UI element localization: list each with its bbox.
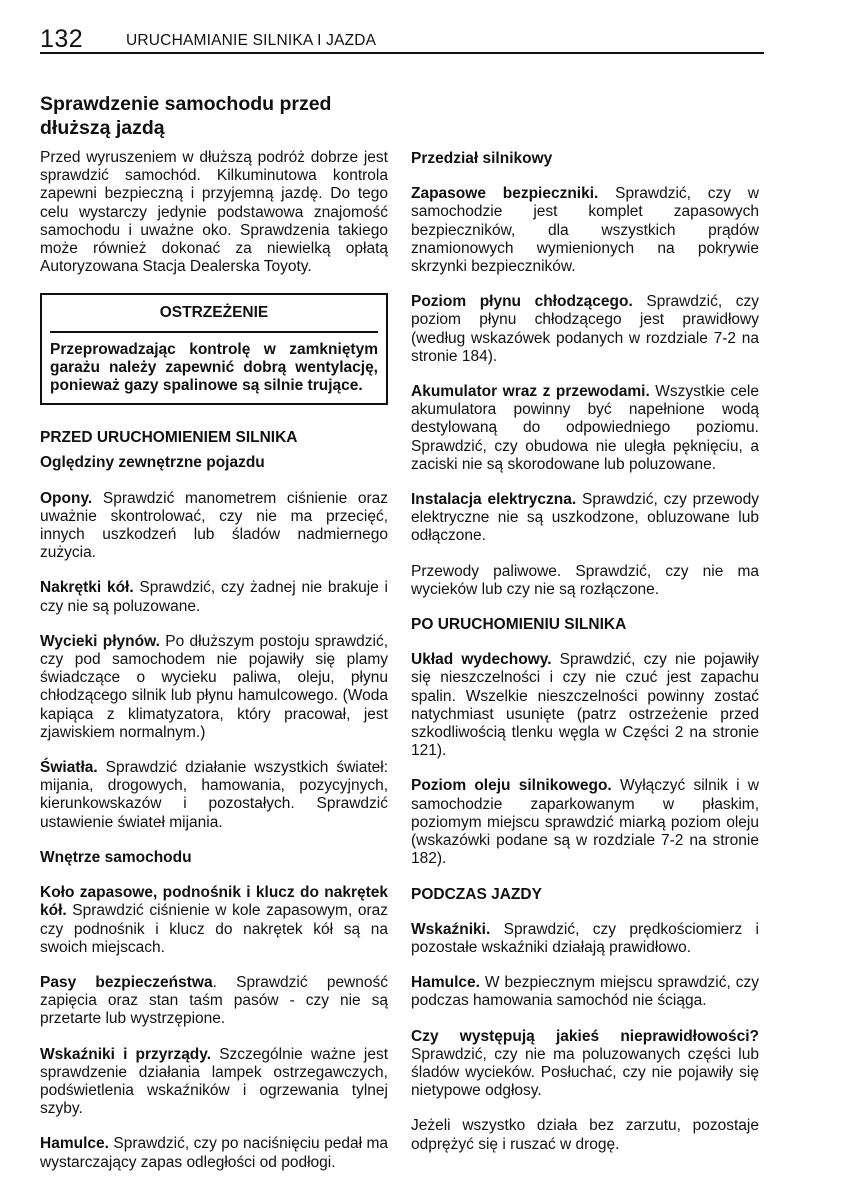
check-text: Sprawdzić działanie wszystkich świateł: mijania, drogowych, hamowania, pozycyjnych, kierunkowskazów i pozostałych. Sprawdzić ustawienie świateł mijania. [40, 759, 388, 831]
check-text: Sprawdzić, czy prędkościomierz i pozostałe wskaźniki działają prawidłowo. [411, 920, 759, 956]
check-text: Sprawdzić, czy po naciśnięciu pedał ma wystarczający zapas odległości od podłogi. [40, 1135, 388, 1171]
check-item-leaks [40, 633, 388, 742]
page-header [40, 26, 764, 54]
check-text: Sprawdzić, czy w samochodzie jest komplet zapasowych bezpieczników, dla wszystkich prądów znamionowych wymienionych na pokrywie skrzynki bezpieczników. [411, 185, 760, 276]
page-number: 132 [40, 25, 84, 53]
check-item-electrical [411, 491, 759, 546]
check-label: Koło zapasowe, podnośnik i klucz do nakrętek kół. [40, 884, 388, 920]
check-label: Układ wydechowy. [411, 651, 552, 669]
check-text: Sprawdzić, czy nie pojawiły się nieszczelności i czy nie czuć jest zapachu spalin. Wszelkie nieszczelności powinny zostać natychmiast usunięte (patrz ostrzeżenie przed szkodliwością tlenku węgla w Części 2 na stronie 121). [411, 651, 759, 760]
check-item-brakes-driving [411, 974, 759, 1010]
check-item-wheel-nuts [40, 579, 388, 615]
check-text: Sprawdzić, czy przewody elektryczne nie są uszkodzone, obluzowane lub odłączone. [411, 491, 759, 545]
check-label: Instalacja elektryczna. [411, 491, 577, 509]
subsection-heading-interior: Wnętrze samochodu [40, 848, 192, 866]
check-label: Hamulce. [411, 974, 480, 992]
check-item-fuel-lines: Przewody paliwowe. Sprawdzić, czy nie ma wycieków lub czy nie są rozłączone. [411, 562, 759, 598]
check-text: Sprawdzić, czy poziom płynu chłodzącego jest prawidłowy (według wskazówek podanych w rozdziale 7-2 na stronie 184). [411, 293, 759, 365]
check-label: Hamulce. [40, 1135, 109, 1153]
check-item-seat-belts [40, 974, 388, 1029]
check-item-tyres [40, 490, 388, 563]
check-label: Wycieki płynów. [40, 632, 160, 650]
warning-text: Przeprowadzając kontrolę w zamkniętym garażu należy zapewnić dobrą wentylację, ponieważ gazy spalinowe są silnie trujące. [50, 340, 378, 395]
closing-paragraph: Jeżeli wszystko działa bez zarzutu, pozostaje odprężyć się i ruszać w drogę. [411, 1117, 759, 1153]
check-text: Sprawdzić, czy żadnej nie brakuje i czy nie są poluzowane. [40, 579, 388, 615]
check-item-indicators [411, 921, 759, 957]
subsection-heading-exterior: Oględziny zewnętrzne pojazdu [40, 454, 265, 472]
check-label: Zapasowe bezpieczniki. [411, 185, 599, 203]
check-text: Wszystkie cele akumulatora powinny być napełnione wodą destylowaną do odpowiedniego poziomu. Sprawdzić, czy obudowa nie uległa pęknięciu, a zaciski nie są skorodowane lub poluzowane. [411, 383, 759, 473]
check-text: Sprawdzić manometrem ciśnienie oraz uważnie skontrolować, czy nie ma przecięć, innych uszkodzeń lub śladów nadmiernego zużycia. [40, 489, 388, 562]
check-text: Sprawdzić ciśnienie w kole zapasowym, oraz czy podnośnik i klucz do nakrętek kół są na swoich miejscach. [40, 902, 388, 956]
check-label: Pasy bezpieczeństwa [40, 973, 213, 991]
subsection-heading-engine-bay: Przedział silnikowy [411, 150, 553, 167]
check-text: Sprawdzić, czy nie ma poluzowanych części lub śladów wycieków. Posłuchać, czy nie pojawiły się nietypowe odgłosy. [411, 1045, 759, 1100]
check-label: Poziom płynu chłodzącego. [411, 293, 633, 311]
check-label: Nakrętki kół. [40, 579, 134, 597]
check-item-lights [40, 759, 388, 832]
check-item-fuses [411, 185, 759, 276]
warning-box [40, 293, 388, 405]
chapter-title: URUCHAMIANIE SILNIKA I JAZDA [126, 32, 377, 49]
check-item-exhaust [411, 651, 759, 760]
check-item-brakes-pedal [40, 1135, 388, 1171]
page-title: Sprawdzenie samochodu przed dłuższą jazdą [40, 93, 332, 139]
check-item-faults [411, 1028, 759, 1101]
check-label: Poziom oleju silnikowego. [411, 777, 612, 795]
check-text: Po dłuższym postoju sprawdzić, czy pod samochodem nie pojawiły się plamy świadczące o wycieku paliwa, oleju, płynu chłodzącego silnik lub płynu hamulcowego. (Woda kapiąca z klimatyzatora, który pracował, jest zjawiskiem normalnym.) [40, 632, 388, 741]
section-heading-after-start: PO URUCHOMIENIU SILNIKA [411, 616, 627, 634]
intro-paragraph: Przed wyruszeniem w dłuższą podróż dobrze jest sprawdzić samochód. Kilkuminutowa kontrola zapewni bezpieczną i przyjemną jazdę. Do tego celu wystarczy jedynie podstawowa znajomość samochodu i uważne oko. Sprawdzenia takiego może również dokonać za niewielką opłatą Autoryzowana Stacja Dealerska Toyoty. [40, 149, 388, 276]
right-column [411, 150, 759, 1171]
check-label: Światła. [40, 759, 98, 777]
section-heading-before-start: PRZED URUCHOMIENIEM SILNIKA [40, 429, 298, 447]
check-item-spare-wheel [40, 884, 388, 957]
check-item-engine-oil [411, 777, 759, 868]
check-item-battery [411, 383, 759, 474]
check-text: W bezpiecznym miejscu sprawdzić, czy podczas hamowania samochód nie ściąga. [411, 974, 759, 1010]
check-label: Wskaźniki. [411, 920, 491, 938]
check-label: Czy występują jakieś nieprawidłowości? [411, 1027, 759, 1045]
warning-title: OSTRZEŻENIE [50, 304, 378, 332]
check-label: Wskaźniki i przyrządy. [40, 1045, 212, 1063]
check-text: Szczególnie ważne jest sprawdzenie działania lampek ostrzegawczych, podświetlenia wskaźników i ogrzewania tylnej szyby. [40, 1045, 388, 1118]
check-text: . Sprawdzić pewność zapięcia oraz stan taśm pasów - czy nie są przetarte lub wystrzępione. [40, 973, 388, 1028]
section-heading-driving: PODCZAS JAZDY [411, 885, 542, 903]
check-item-gauges [40, 1046, 388, 1119]
check-label: Opony. [40, 489, 93, 507]
left-column [40, 92, 388, 1189]
check-label: Akumulator wraz z przewodami. [411, 383, 650, 401]
check-text: Wyłączyć silnik i w samochodzie zaparkowanym w płaskim, poziomym miejscu sprawdzić miarką poziom oleju (wskazówki podane są w rozdziale 7-2 na stronie 182). [411, 777, 759, 868]
check-item-coolant [411, 293, 759, 366]
